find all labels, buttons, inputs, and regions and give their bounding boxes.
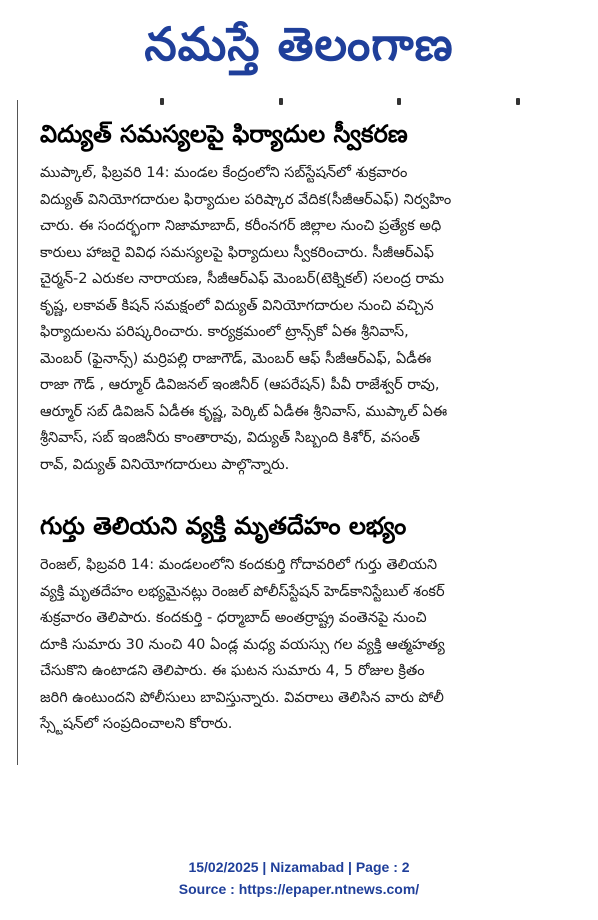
clip-mark [397,98,401,105]
article-body [40,552,560,738]
body-line: ఆర్మూర్ సబ్ డివిజన్ ఏడీఈ కృష్ణ, పెర్కిట్ ఏడీఈ శ్రీనివాస్, ముప్కాల్ ఏఈ [40,403,448,420]
article-headline: విద్యుత్ సమస్యలపై ఫిర్యాదుల స్వీకరణ [40,120,408,148]
body-line: విద్యుత్ వినియోగదారుల ఫిర్యాదుల పరిష్కార వేదిక(సీజీఆర్ఎఫ్) నిర్వహిం [40,191,452,208]
body-line: వ్యక్తి మృతదేహం లభ్యమైనట్లు రెంజల్ పోలీస్‌స్టేషన్ హెడ్‌కానిస్టేబుల్ శంకర్ [40,583,445,600]
body-line: చైర్మన్-2 ఎరుకల నారాయణ, సీజీఆర్ఎఫ్ మెంబర్(టెక్నికల్) సలంద్ర రామ [40,271,444,287]
body-line: కారులు హాజరై వివిధ సమస్యలపై ఫిర్యాదులు స్వీకరించారు. సీజీఆర్ఎఫ్ [40,244,434,261]
clipping-edge [160,98,520,106]
body-line: జరిగి ఉంటుందని పోలీసులు బావిస్తున్నారు. వివరాలు తెలిసిన వారు పోలీ [40,689,444,706]
source-link[interactable]: Source : https://epaper.ntnews.com/ [178,881,420,897]
body-line: స్స్టేషన్‌లో సంప్రదించాలని కోరారు. [40,716,233,732]
article-body [40,160,560,478]
clip-mark [160,98,164,105]
body-line: మెంబర్ (ఫైనాన్స్) మర్రిపల్లి రాజాగౌడ్, మెంబర్ ఆఫ్ సీజీఆర్ఎఫ్, ఏడీఈ [40,350,432,367]
newspaper-logo: నమస్తే తెలంగాణ [144,17,454,71]
body-line: ఫిర్యాదులను పరిష్కరించారు. కార్యక్రమంలో ట్రాన్స్‌కో ఏఈ శ్రీనివాస్, [40,324,409,340]
column-rule [17,100,18,765]
body-line: రెంజల్, ఫిబ్రవరి 14: మండలంలోని కందకుర్తి గోదావరిలో గుర్తు తెలియని [40,557,438,573]
masthead [0,0,598,88]
body-line: కృష్ణ, లకావత్ కిషన్ సమక్షంలో విద్యుత్ వినియోగదారుల నుంచి వచ్చిన [40,297,434,314]
body-line: శుక్రవారం తెలిపారు. కందకుర్తి - ధర్మాబాద్ అంతర్రాష్ట్ర వంతెనపై నుంచి [40,610,427,626]
body-line: చేసుకొని ఉంటాడని తెలిపారు. ఈ ఘటన సుమారు 4, 5 రోజుల క్రితం [40,663,425,679]
clip-mark [516,98,520,105]
edition-info: 15/02/2025 | Nizamabad | Page : 2 [188,859,410,875]
body-line: రావ్, విద్యుత్ వినియోగదారులు పాల్గొన్నారు. [40,456,290,473]
footer [0,856,598,900]
clip-mark [279,98,283,105]
body-line: రాజా గౌడ్ , ఆర్మూర్ డివిజనల్ ఇంజినీర్ (ఆపరేషన్) పీవీ రాజేశ్వర్ రావు, [40,377,440,393]
body-line: శ్రీనివాస్, సబ్ ఇంజినీరు కాంతారావు, విద్యుత్ సిబ్బంది కిశోర్, వసంత్ [40,430,420,446]
body-line: చారు. ఈ సందర్భంగా నిజామాబాద్, కరీంనగర్ జిల్లాల నుంచి ప్రత్యేక అధి [40,218,442,234]
article-unidentified-body-found [40,510,560,738]
article-electricity-complaints [40,118,560,478]
article-headline: గుర్తు తెలియని వ్యక్తి మృతదేహం లభ్యం [40,512,407,540]
body-line: దూకి సుమారు 30 నుంచి 40 ఏండ్ల మధ్య వయస్సు గల వ్యక్తి ఆత్మహత్య [40,636,445,653]
body-line: ముప్కాల్, ఫిబ్రవరి 14: మండల కేంద్రంలోని సబ్‌స్టేషన్‌లో శుక్రవారం [40,165,408,181]
